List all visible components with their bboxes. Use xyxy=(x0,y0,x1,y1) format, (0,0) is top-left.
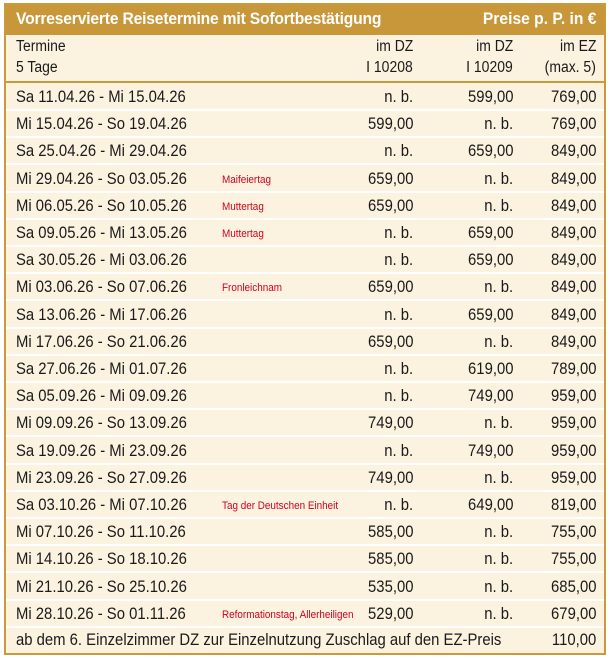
row-price-dz-1: n. b. xyxy=(384,387,413,406)
table-row xyxy=(6,519,604,546)
row-price-ez: 849,00 xyxy=(550,142,596,161)
footer-price: 110,00 xyxy=(551,631,596,649)
table-row xyxy=(6,247,604,274)
table-row xyxy=(6,383,604,410)
row-price-dz-2: n. b. xyxy=(484,115,513,134)
row-dates: Mi 07.10.26 - So 11.10.26 xyxy=(16,523,186,542)
row-price-ez: 769,00 xyxy=(550,88,596,106)
row-note: Muttertag xyxy=(222,228,264,240)
row-price-dz-2: n. b. xyxy=(484,278,513,297)
table-row xyxy=(6,574,604,601)
row-price-dz-2: n. b. xyxy=(484,414,513,433)
header-code-2: I 10209 xyxy=(466,59,513,76)
table-row xyxy=(6,193,604,220)
row-price-dz-1: n. b. xyxy=(384,305,413,324)
row-dates: Sa 11.04.26 - Mi 15.04.26 xyxy=(16,88,186,106)
row-price-dz-2: 619,00 xyxy=(467,360,513,378)
row-price-ez: 849,00 xyxy=(550,305,596,324)
row-price-ez: 769,00 xyxy=(550,115,596,134)
header-termine: Termine xyxy=(16,38,66,55)
row-price-dz-1: 659,00 xyxy=(367,278,413,297)
row-note: Reformationstag, Allerheiligen xyxy=(222,608,354,621)
row-price-dz-1: n. b. xyxy=(384,88,413,106)
row-price-ez: 755,00 xyxy=(550,550,596,569)
row-price-dz-2: 659,00 xyxy=(467,305,513,324)
row-price-dz-1: 585,00 xyxy=(367,550,413,569)
row-price-dz-1: n. b. xyxy=(384,142,413,161)
row-price-dz-2: 659,00 xyxy=(467,142,513,161)
header-dz-1: im DZ xyxy=(375,38,413,55)
row-dates: Mi 17.06.26 - So 21.06.26 xyxy=(16,332,187,351)
row-price-dz-1: 529,00 xyxy=(367,604,413,623)
row-price-ez: 959,00 xyxy=(550,441,596,460)
table-row xyxy=(6,410,604,437)
footer-row xyxy=(6,628,604,653)
row-price-ez: 789,00 xyxy=(550,360,596,378)
row-price-ez: 849,00 xyxy=(550,169,596,188)
row-price-dz-1: n. b. xyxy=(384,496,413,514)
table-row xyxy=(6,601,604,628)
row-price-dz-1: 585,00 xyxy=(367,523,413,542)
row-price-ez: 959,00 xyxy=(550,468,596,487)
row-price-dz-2: 659,00 xyxy=(467,251,513,270)
row-price-ez: 959,00 xyxy=(550,414,596,433)
row-price-dz-2: 749,00 xyxy=(467,387,513,406)
row-price-dz-1: 659,00 xyxy=(367,169,413,188)
row-price-dz-2: n. b. xyxy=(484,169,513,188)
row-price-dz-2: 649,00 xyxy=(467,496,513,514)
row-price-ez: 849,00 xyxy=(550,196,596,215)
row-price-ez: 959,00 xyxy=(550,387,596,406)
row-price-dz-1: n. b. xyxy=(384,224,413,242)
header-ez: im EZ xyxy=(559,38,596,55)
row-note: Fronleichnam xyxy=(222,282,282,295)
table-row xyxy=(6,220,604,247)
table-row xyxy=(6,111,604,138)
row-price-ez: 819,00 xyxy=(550,496,596,514)
footer-text: ab dem 6. Einzelzimmer DZ zur Einzelnutzung Zuschlag auf den EZ-Preis xyxy=(16,631,502,649)
row-price-ez: 685,00 xyxy=(550,577,596,596)
row-price-dz-2: n. b. xyxy=(484,577,513,596)
row-price-ez: 849,00 xyxy=(550,332,596,351)
row-dates: Sa 25.04.26 - Mi 29.04.26 xyxy=(16,142,187,161)
row-dates: Sa 03.10.26 - Mi 07.10.26 xyxy=(16,496,187,514)
row-dates: Mi 15.04.26 - So 19.04.26 xyxy=(16,115,187,134)
row-note: Muttertag xyxy=(222,200,264,213)
row-price-dz-2: n. b. xyxy=(484,523,513,542)
header-row-2 xyxy=(6,58,604,80)
row-price-dz-2: 599,00 xyxy=(467,88,513,106)
table-row xyxy=(6,329,604,356)
title-bar xyxy=(6,5,604,35)
row-price-dz-2: n. b. xyxy=(484,550,513,569)
row-price-ez: 679,00 xyxy=(550,604,596,623)
row-dates: Sa 27.06.26 - Mi 01.07.26 xyxy=(16,360,187,378)
table-title: Vorreservierte Reisetermine mit Sofortbestätigung xyxy=(16,9,382,28)
row-price-ez: 849,00 xyxy=(550,278,596,297)
table-row xyxy=(6,138,604,165)
price-label: Preise p. P. in € xyxy=(482,9,596,28)
row-price-dz-2: 659,00 xyxy=(467,224,513,242)
row-price-ez: 849,00 xyxy=(550,224,596,242)
row-dates: Mi 09.09.26 - So 13.09.26 xyxy=(16,414,187,433)
row-note: Tag der Deutschen Einheit xyxy=(222,500,339,512)
table-row xyxy=(6,356,604,383)
table-row xyxy=(6,438,604,465)
header-code-1: I 10208 xyxy=(366,59,413,76)
row-price-ez: 755,00 xyxy=(550,523,596,542)
row-price-dz-2: n. b. xyxy=(484,196,513,215)
row-price-dz-1: 599,00 xyxy=(367,115,413,134)
row-price-dz-1: n. b. xyxy=(384,251,413,270)
row-price-dz-1: 535,00 xyxy=(367,577,413,596)
row-price-dz-1: 749,00 xyxy=(367,414,413,433)
row-dates: Mi 23.09.26 - So 27.09.26 xyxy=(16,468,187,487)
price-table-panel xyxy=(4,3,606,655)
row-note: Maifeiertag xyxy=(222,173,271,186)
row-price-dz-1: n. b. xyxy=(384,441,413,460)
header-max: (max. 5) xyxy=(544,59,596,76)
row-dates: Mi 14.10.26 - So 18.10.26 xyxy=(16,550,187,569)
row-dates: Mi 21.10.26 - So 25.10.26 xyxy=(16,577,187,596)
header-duration: 5 Tage xyxy=(16,59,58,76)
row-dates: Mi 29.04.26 - So 03.05.26 xyxy=(16,169,187,188)
row-dates: Sa 05.09.26 - Mi 09.09.26 xyxy=(16,387,187,406)
header-dz-2: im DZ xyxy=(475,38,513,55)
row-price-dz-2: 749,00 xyxy=(467,441,513,460)
row-price-ez: 849,00 xyxy=(550,251,596,270)
header-divider xyxy=(6,81,604,83)
row-dates: Sa 30.05.26 - Mi 03.06.26 xyxy=(16,251,187,270)
table-row xyxy=(6,84,604,111)
row-price-dz-1: n. b. xyxy=(384,360,413,378)
table-row xyxy=(6,166,604,193)
row-dates: Mi 03.06.26 - So 07.06.26 xyxy=(16,278,187,297)
table-row xyxy=(6,274,604,301)
table-row xyxy=(6,302,604,329)
row-dates: Mi 28.10.26 - So 01.11.26 xyxy=(16,604,186,623)
header-row-1 xyxy=(6,37,604,59)
row-dates: Sa 19.09.26 - Mi 23.09.26 xyxy=(16,441,187,460)
row-price-dz-2: n. b. xyxy=(484,332,513,351)
table-row xyxy=(6,492,604,519)
table-row xyxy=(6,546,604,573)
row-dates: Sa 13.06.26 - Mi 17.06.26 xyxy=(16,305,187,324)
row-dates: Mi 06.05.26 - So 10.05.26 xyxy=(16,196,187,215)
row-price-dz-1: 659,00 xyxy=(367,196,413,215)
row-dates: Sa 09.05.26 - Mi 13.05.26 xyxy=(16,224,187,242)
table-row xyxy=(6,465,604,492)
row-price-dz-1: 749,00 xyxy=(367,468,413,487)
row-price-dz-2: n. b. xyxy=(484,468,513,487)
row-price-dz-2: n. b. xyxy=(484,604,513,623)
row-price-dz-1: 659,00 xyxy=(367,332,413,351)
